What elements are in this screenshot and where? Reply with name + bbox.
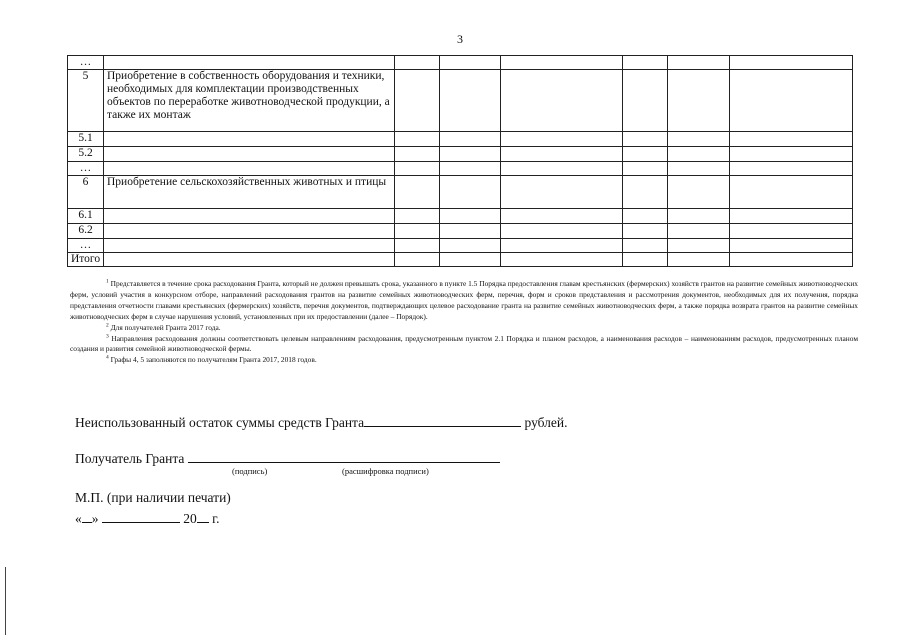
table-cell [501, 176, 623, 209]
table-cell [395, 239, 440, 253]
table-cell [501, 132, 623, 147]
row-number: Итого [68, 253, 104, 267]
table-cell [730, 176, 853, 209]
table-cell [501, 162, 623, 176]
table-cell [730, 239, 853, 253]
recipient-line [75, 450, 500, 467]
row-description [104, 132, 395, 147]
table-cell [501, 253, 623, 267]
table-cell [668, 253, 730, 267]
row-description [104, 224, 395, 239]
table-cell [730, 253, 853, 267]
footnote-4: $^4$ Графы 4, 5 заполняются по получателям Гранта 2017, 2018 годов. [106, 354, 317, 365]
table-row [68, 239, 853, 253]
table-cell [623, 162, 668, 176]
table-cell [395, 56, 440, 70]
page-number: 3 [457, 32, 463, 46]
table-cell [501, 70, 623, 132]
table-cell [730, 162, 853, 176]
date-year-blank[interactable] [197, 510, 209, 523]
row-description [104, 56, 395, 70]
row-description [104, 209, 395, 224]
table-cell [730, 147, 853, 162]
table-cell [501, 56, 623, 70]
remainder-amount-blank[interactable] [364, 414, 521, 427]
row-description [104, 147, 395, 162]
row-number: … [68, 162, 104, 176]
table-cell [668, 132, 730, 147]
table-cell [730, 132, 853, 147]
table-cell [623, 147, 668, 162]
table-row [68, 176, 853, 209]
table-cell [395, 147, 440, 162]
table-cell [440, 147, 501, 162]
table-cell [440, 224, 501, 239]
row-description [104, 239, 395, 253]
table-cell [395, 176, 440, 209]
table-cell [623, 56, 668, 70]
row-number: 5 [68, 70, 104, 132]
stamp-label: М.П. (при наличии печати) [75, 490, 231, 505]
table-row [68, 253, 853, 267]
table-cell [623, 253, 668, 267]
table-cell [395, 70, 440, 132]
date-day-blank[interactable] [82, 510, 92, 523]
footnote-3: $^3$ Направления расходования должны соответствовать целевым направлениям расходования, предусмотренным пунктом 2.1 Порядка и планом расходов, а наименования расходов – наименованиям расходов, предусмотренных планом создания и развития семейной животноводческой фермы. [70, 333, 858, 354]
table-cell [501, 147, 623, 162]
table-row [68, 132, 853, 147]
table-cell [730, 224, 853, 239]
remainder-line [75, 414, 568, 431]
recipient-signature-blank[interactable] [188, 450, 500, 463]
table-cell [440, 176, 501, 209]
expense-table [67, 55, 853, 267]
row-number: 5.2 [68, 147, 104, 162]
table-cell [623, 224, 668, 239]
table-row [68, 70, 853, 132]
table-cell [440, 70, 501, 132]
table-cell [440, 253, 501, 267]
row-description [104, 253, 395, 267]
table-cell [501, 239, 623, 253]
table-cell [395, 224, 440, 239]
table-cell [440, 209, 501, 224]
remainder-label: Неиспользованный остаток суммы средств Гранта [75, 415, 365, 430]
caption-signature: (подпись) [232, 466, 268, 476]
row-number: … [68, 239, 104, 253]
caption-signature-decode: (расшифровка подписи) [342, 466, 429, 476]
table-cell [730, 56, 853, 70]
table-cell [501, 224, 623, 239]
table-cell [623, 209, 668, 224]
table-cell [440, 132, 501, 147]
table-cell [501, 209, 623, 224]
table-cell [668, 147, 730, 162]
table-row [68, 224, 853, 239]
table-row [68, 147, 853, 162]
table-cell [395, 132, 440, 147]
date-line: « » 20 г. [75, 511, 220, 526]
footnotes [70, 279, 858, 366]
table-cell [623, 239, 668, 253]
table-cell [440, 56, 501, 70]
row-number: 5.1 [68, 132, 104, 147]
footnote-2: $^2$ Для получателей Гранта 2017 года. [106, 322, 221, 332]
table-row [68, 162, 853, 176]
table-cell [623, 176, 668, 209]
table-cell [668, 162, 730, 176]
table-row [68, 56, 853, 70]
scan-margin-line [5, 567, 6, 635]
table-cell [668, 239, 730, 253]
table-cell [440, 239, 501, 253]
table-cell [623, 132, 668, 147]
table-cell [623, 70, 668, 132]
table-cell [668, 224, 730, 239]
recipient-label: Получатель Гранта [75, 451, 185, 466]
table-cell [668, 209, 730, 224]
table-cell [668, 56, 730, 70]
table-cell [668, 70, 730, 132]
table-cell [440, 162, 501, 176]
remainder-suffix: рублей. [524, 415, 568, 430]
row-description: Приобретение сельскохозяйственных животных и птицы [104, 176, 395, 209]
table-cell [395, 209, 440, 224]
footnote-1: $^1$ Представляется в течение срока расходования Гранта, который не должен превышать срока, указанного в пункте 1.5 Порядка предоставления главам крестьянских (фермерских) хозяйств грантов на развитие семейных животноводческих ферм, условий участия в конкурсном отборе, направлений расходования грантов на развитие семейных животноводческих ферм, перечня, форм и сроков представления и рассмотрения документов, необходимых для их получения, порядка представления отчетности главами крестьянских (фермерских) хозяйств, перечня документов, подтверждающих целевое расходование гранта на развитие семейных животноводческих ферм, а также порядка возврата грантов на развитие семейных животноводческих ферм в случае нарушения условий, установленных при их предоставлении (далее – Порядок). [70, 278, 858, 321]
date-month-blank[interactable] [102, 510, 180, 523]
table-row [68, 209, 853, 224]
row-number: … [68, 56, 104, 70]
row-description [104, 162, 395, 176]
table-cell [730, 70, 853, 132]
row-number: 6.1 [68, 209, 104, 224]
row-number: 6 [68, 176, 104, 209]
table-cell [395, 253, 440, 267]
row-number: 6.2 [68, 224, 104, 239]
table-cell [730, 209, 853, 224]
row-description: Приобретение в собственность оборудования и техники, необходимых для комплектации производственных объектов по переработке животноводческой продукции, а также их монтаж [104, 70, 395, 132]
table-cell [668, 176, 730, 209]
table-cell [395, 162, 440, 176]
